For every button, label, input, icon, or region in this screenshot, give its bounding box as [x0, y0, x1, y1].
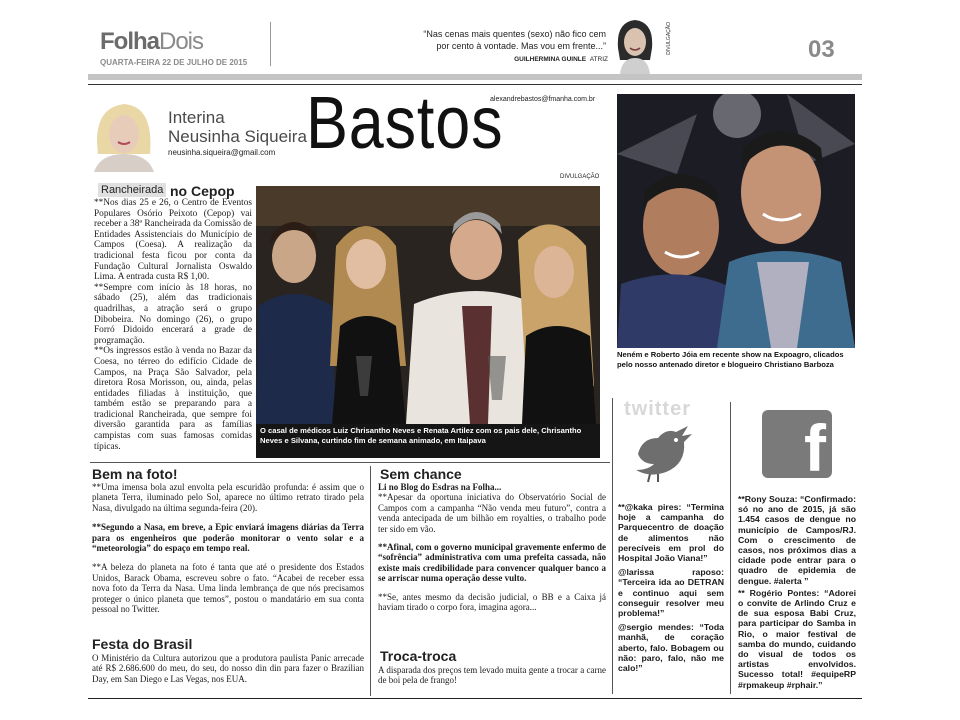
photo-credit: DIVULGAÇÃO — [560, 174, 600, 180]
twitter-p3: @sergio mendes: “Toda manhã, de coração aberto, falo. Bobagem ou não: paro, falo, não me calo!” — [618, 622, 724, 674]
bem-na-foto-p3: **A beleza do planeta na foto é tanta que até o presidente dos Estados Unidos, Barack Obama, escreveu sobre o fato. “Acabei de receber essa nova foto da Terra da Nasa. Uma linda lembrança de que nós precisamos proteger o único planeta que temos”, postou o mandatário em sua conta pessoal no Twitter. — [92, 562, 364, 615]
twitter-bird-icon — [628, 420, 696, 484]
troca-troca-p1: A disparada dos preços tem levado muita gente a trocar a carne de boi pela de frango! — [378, 665, 606, 686]
page-number: 03 — [808, 36, 835, 63]
rancheirada-body — [94, 198, 252, 460]
masthead — [88, 14, 860, 82]
rancheirada-p3: **Os ingressos estão à venda no Bazar da Coesa, no térreo do edifício Cidade de Campos, na Praça São Salvador, pela diretora Rosa Morisson, ou, ainda, pelas entidades filiadas à instituição, que também estão se preparando para a tradicional Rancheirada, que sempre foi diversão garantida para as famílias campistas com suas famosas comidas típicas. — [94, 346, 252, 452]
brand-logo — [100, 28, 203, 56]
rancheirada-p2: **Sempre com início às 18 horas, no sábado (25), além das tradicionais quadrilhas, a atração será o grupo Dibobeira. No domingo (26), o grupo Forró Didoido encerará a grade de programação. — [94, 282, 252, 346]
festa-brasil-headline: Festa do Brasil — [92, 636, 193, 652]
quote-author-photo — [610, 14, 660, 74]
sem-chance-headline: Sem chance — [380, 466, 462, 482]
festa-brasil-body — [92, 653, 364, 684]
column-divider — [612, 398, 613, 694]
column-divider — [370, 466, 371, 696]
columnist-name: Neusinha Siqueira — [168, 127, 307, 146]
quote-author: GUILHERMINA GUINLE ATRIZ — [514, 56, 608, 63]
column-interina-label: Interina — [168, 108, 225, 127]
issue-date: QUARTA-FEIRA 22 DE JULHO DE 2015 — [100, 58, 248, 67]
brand-light: Dois — [159, 28, 204, 55]
facebook-p2: ** Rogério Pontes: “Adorei o convite de Arlindo Cruz e de sua esposa Babi Cruz, para participar do Samba in Rio, o maior festival de samba do mundo, cuidando do visual de todos os artistas envolvidos. Sucesso total! #equipeRP #rpmakeup #rphair.” — [738, 587, 856, 690]
rancheirada-p1: **Nos dias 25 e 26, o Centro de Eventos Populares Osório Peixoto (Cepop) vai receber a 38ª Rancheirada da Comissão de Entidades Assistenciais do Município de Campos (Coesa). A realização da tradicional festa ficou por conta da Fundação Cultural Jornalista Oswaldo Lima. A entrada custa R$ 1,00. — [94, 198, 252, 283]
bem-na-foto-body — [92, 482, 364, 614]
section-divider — [90, 462, 610, 463]
facebook-body — [738, 494, 856, 690]
twitter-logo: twitter — [624, 398, 691, 420]
column-divider — [730, 402, 731, 694]
photo-credit: DIVULGAÇÃO — [666, 22, 672, 55]
bem-na-foto-headline: Bem na foto! — [92, 466, 178, 482]
twitter-body — [618, 502, 724, 673]
rancheirada-kicker: Rancheirada — [98, 183, 166, 197]
page-bottom-rule — [88, 698, 862, 699]
main-photo — [256, 186, 600, 424]
masthead-divider — [270, 22, 271, 66]
sem-chance-p1: **Apesar da oportuna iniciativa do Observatório Social de Campos com a campanha “Não venda meu futuro”, contra a venda antecipada de um bilhão em royalties, o trabalho pode ter sido em vão. — [378, 492, 606, 534]
brand-bold: Folha — [100, 28, 159, 55]
sem-chance-lead: Li no Blog do Esdras na Folha... — [378, 482, 502, 492]
column-email: alexandrebastos@fmanha.com.br — [490, 96, 596, 103]
rancheirada-headline: no Cepop — [170, 183, 235, 199]
right-photo-caption: Neném e Roberto Jóia em recente show na Expoagro, clicados pelo nosso antenado diretor e blogueiro Christiano Barboza — [617, 350, 844, 369]
sem-chance-p2: **Afinal, com o governo municipal gravemente enfermo de “sofrência” administrativa com uma prefeita cassada, não existe mais credibilidade para convencer qualquer banco a se arriscar numa operação desse vulto. — [378, 542, 606, 584]
sem-chance-p3: **Se, antes mesmo da decisão judicial, o BB e a Caixa já haviam tirado o corpo fora, imagina agora... — [378, 591, 606, 613]
twitter-p1: **@kaka pires: “Termina hoje a campanha do Parquecentro de doação de alimentos não perecíveis em prol do Hospital João Viana!” — [618, 502, 724, 564]
masthead-quote: “Nas cenas mais quentes (sexo) não fico cem por cento à vontade. Mas vou em frente...” — [423, 29, 606, 51]
facebook-logo-icon: f — [762, 410, 832, 478]
main-photo-caption: O casal de médicos Luiz Chrisantho Neves e Renata Artilez com os pais dele, Chrisantho Neves e Silvana, curtindo fim de semana animado, em Itaipava — [256, 424, 600, 458]
column-title: Bastos — [306, 81, 504, 164]
column-header — [88, 81, 608, 180]
bem-na-foto-p2: **Segundo a Nasa, em breve, a Epic enviará imagens diárias da Terra para os engenheiros que poderão monitorar o vento solar e a “meteorologia” do espaço em tempo real. — [92, 522, 364, 554]
twitter-p2: @larissa raposo: “Terceira ida ao DETRAN e continuo aqui sem conseguir resolver meu problema!” — [618, 567, 724, 619]
bem-na-foto-p1: **Uma imensa bola azul envolta pela escuridão profunda: é assim que o planeta Terra, iluminado pelo Sol, aparece no último retrato tirado pela Nasa, divulgado na última segunda-feira (20). — [92, 482, 364, 513]
festa-brasil-p1: O Ministério da Cultura autorizou que a produtora paulista Panic arrecade até R$ 2.686.600 do meu, do seu, do nosso din din para fazer o Brazilian Day, em San Diego e Las Vegas, nos EUA. — [92, 653, 364, 684]
facebook-p1: **Rony Souza: “Confirmado: só no ano de 2015, já são 1.454 casos de dengue no município de Campos/RJ. Com o crescimento de casos, nos próximos dias a cidade pode entrar para o quadro de epidemia de dengue. #alerta ” — [738, 494, 856, 586]
sem-chance-body — [378, 482, 606, 612]
columnist-email: neusinha.siqueira@gmail.com — [168, 148, 276, 157]
columnist-photo — [88, 94, 160, 172]
troca-troca-headline: Troca-troca — [380, 648, 457, 664]
troca-troca-body — [378, 665, 606, 686]
right-photo — [617, 94, 855, 348]
